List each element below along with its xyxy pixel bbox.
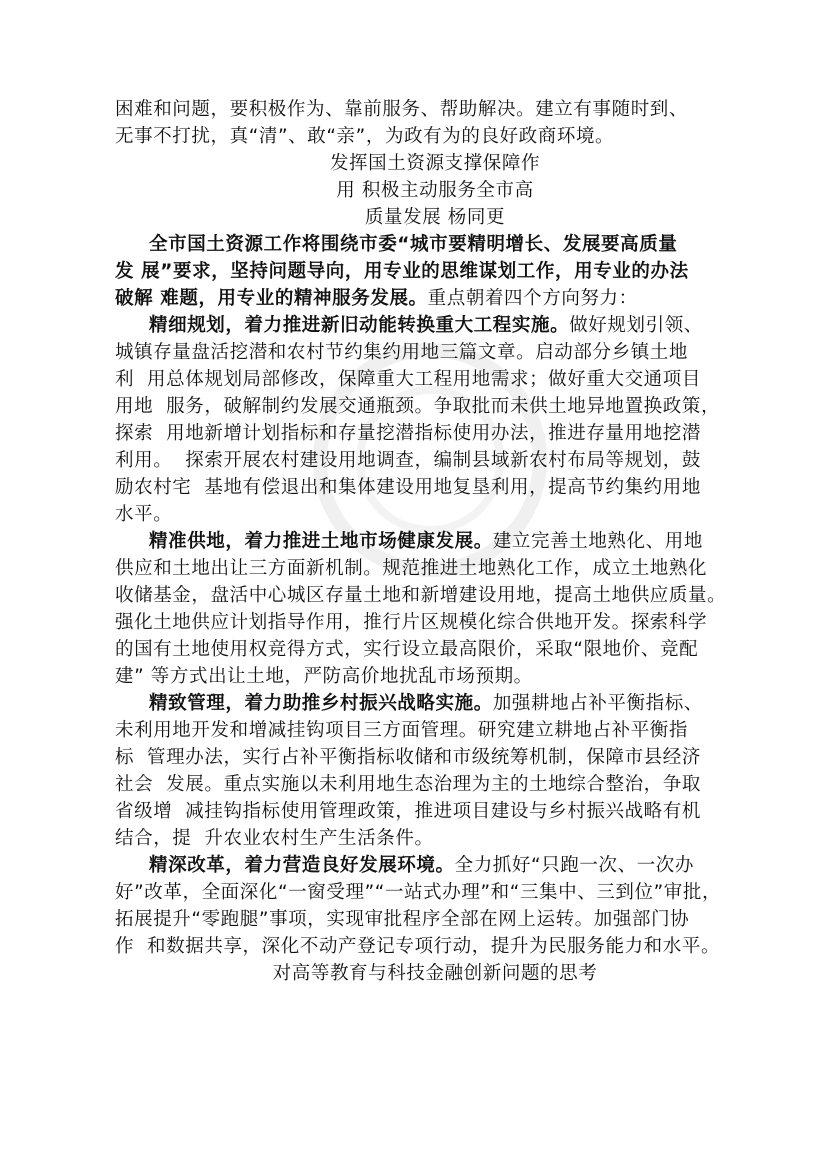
section-3-first-text: 加强耕地占补平衡指标、	[492, 693, 703, 714]
section-3-line: 省级增 减挂钩指标使用管理政策，推进项目建设与乡村振兴战略有机	[115, 801, 701, 822]
section-2-heading: 精准供地，着力推进土地市场健康发展。	[149, 531, 493, 552]
section-1-first-line	[115, 312, 755, 339]
section-2-first-text: 建立完善土地熟化、用地	[492, 531, 703, 552]
section-2-line: 供应和土地出让三方面新机制。规范推进土地熟化工作，成立土地熟化	[115, 558, 708, 579]
lead-line-2: 发 展”要求，坚持问题导向，用专业的思维谋划工作，用专业的办法	[115, 261, 689, 282]
section-2-line: 的国有土地使用权竞得方式，实行设立最高限价，采取“限地价、竞配	[115, 639, 699, 660]
lead-line-1: 全市国土资源工作将围绕市委“城市要精明增长、发展要高质量	[149, 234, 678, 255]
section-3-line: 结合，提 升农业农村生产生活条件。	[115, 828, 434, 849]
section-2-line: 收储基金，盘活中心城区存量土地和新增建设用地，提高土地供应质量。	[115, 585, 727, 606]
intro-line-1: 困难和问题，要积极作为、靠前服务、帮助解决。建立有事随时到、	[115, 99, 689, 120]
lead-bold-part: 破解 难题，用专业的精神服务发展。	[115, 288, 428, 309]
article-title-line-3: 质量发展 杨同更	[364, 207, 506, 228]
section-1-line: 利 用总体规划局部修改，保障重大工程用地需求；做好重大交通项目	[115, 369, 701, 390]
document-page	[115, 96, 755, 987]
intro-line-2: 无事不打扰，真“清”、敢“亲”，为政有为的良好政商环境。	[115, 126, 615, 147]
section-3-line: 标 管理办法，实行占补平衡指标收储和市级统筹机制，保障市县经济	[115, 747, 701, 768]
section-1-heading: 精细规划，着力推进新旧动能转换重大工程实施。	[149, 315, 570, 336]
section-4-line: 拓展提升“零跑腿”事项，实现审批程序全部在网上运转。加强部门协	[115, 909, 690, 930]
lead-normal-part: 重点朝着四个方向努力：	[427, 288, 638, 309]
section-4-line: 好”改革，全面深化“一窗受理”“一站式办理”和“三集中、三到位”审批，	[115, 882, 722, 903]
article-title-line-1: 发挥国土资源支撑保障作	[329, 153, 541, 174]
section-4-line: 作 和数据共享，深化不动产登记专项行动，提升为民服务能力和水平。	[115, 936, 721, 957]
section-1-line: 探索 用地新增计划指标和存量挖潜指标使用办法，推进存量用地挖潜	[115, 423, 701, 444]
section-2-line: 建” 等方式出让土地，严防高价地扰乱市场预期。	[115, 666, 533, 687]
section-2-first-line	[115, 528, 755, 555]
section-1-first-text: 做好规划引领、	[569, 315, 703, 336]
section-1-line: 城镇存量盘活挖潜和农村节约集约用地三篇文章。启动部分乡镇土地	[115, 342, 689, 363]
section-3-line: 社会 发展。重点实施以未利用地生态治理为主的土地综合整治，争取	[115, 774, 701, 795]
section-4-first-line	[115, 852, 755, 879]
lead-line-3	[115, 285, 755, 312]
section-3-line: 未利用地开发和增减挂钩项目三方面管理。研究建立耕地占补平衡指	[115, 720, 689, 741]
article-title-line-2: 用 积极主动服务全市高	[336, 180, 534, 201]
next-article-title: 对高等教育与科技金融创新问题的思考	[272, 963, 598, 984]
section-3-heading: 精致管理，着力助推乡村振兴战略实施。	[149, 693, 493, 714]
section-3-first-line	[115, 690, 755, 717]
section-1-line: 用地 服务，破解制约发展交通瓶颈。争取批而未供土地异地置换政策，	[115, 396, 721, 417]
section-2-line: 强化土地供应计划指导作用，推行片区规模化综合供地开发。探索科学	[115, 612, 708, 633]
section-1-line: 励农村宅 基地有偿退出和集体建设用地复垦利用，提高节约集约用地	[115, 477, 701, 498]
section-1-line: 利用。 探索开展农村建设用地调查，编制县域新农村布局等规划，鼓	[115, 450, 701, 471]
section-1-line: 水平。	[115, 504, 173, 525]
section-4-heading: 精深改革，着力营造良好发展环境。	[149, 855, 455, 876]
section-4-first-text: 全力抓好“只跑一次、一次办	[454, 855, 694, 876]
